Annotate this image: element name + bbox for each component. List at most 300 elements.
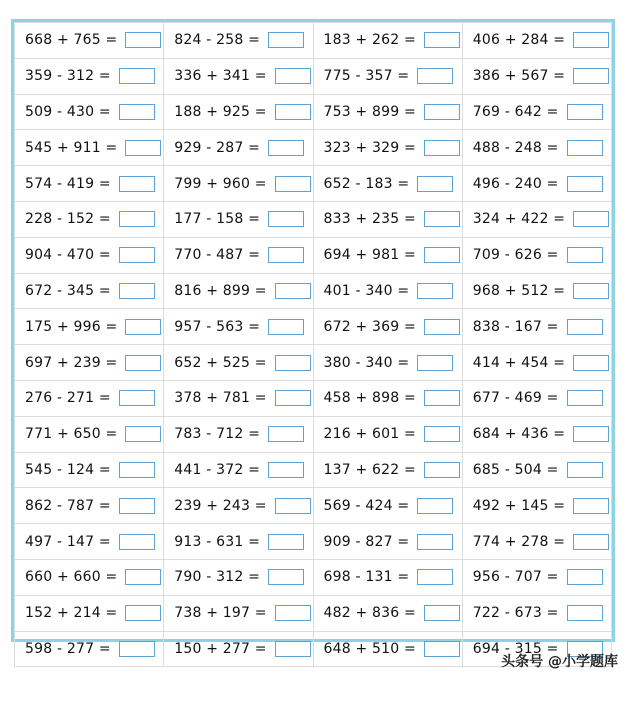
problem-cell xyxy=(164,130,313,166)
problem xyxy=(463,605,611,621)
worksheet-row xyxy=(15,488,612,524)
problem-expression: 652 + 525 = xyxy=(174,354,267,371)
problem xyxy=(314,211,462,227)
problem-cell xyxy=(313,94,462,130)
problem-cell xyxy=(15,201,164,237)
answer-box[interactable] xyxy=(268,569,304,585)
problem-expression: 324 + 422 = xyxy=(472,211,566,228)
problem-expression: 441 - 372 = xyxy=(174,461,261,478)
answer-box[interactable] xyxy=(417,569,453,585)
problem-expression: 738 + 197 = xyxy=(174,605,267,622)
problem-cell xyxy=(462,23,611,59)
problem-expression: 968 + 512 = xyxy=(472,282,566,299)
worksheet-table xyxy=(14,22,612,667)
problem-expression: 414 + 454 = xyxy=(472,354,566,371)
problem xyxy=(15,355,163,371)
answer-box[interactable] xyxy=(268,32,304,48)
problem-expression: 137 + 622 = xyxy=(323,461,416,478)
answer-box[interactable] xyxy=(119,534,155,550)
problem-cell xyxy=(15,94,164,130)
problem-expression: 771 + 650 = xyxy=(25,426,118,443)
problem-cell xyxy=(164,345,313,381)
problem-expression: 684 + 436 = xyxy=(472,426,566,443)
answer-box[interactable] xyxy=(567,462,603,478)
problem xyxy=(314,605,462,621)
problem xyxy=(463,140,611,156)
problem xyxy=(463,283,611,299)
answer-box[interactable] xyxy=(567,247,603,263)
answer-box[interactable] xyxy=(119,176,155,192)
answer-box[interactable] xyxy=(275,355,311,371)
problem xyxy=(314,641,462,657)
problem-expression: 913 - 631 = xyxy=(174,533,261,550)
answer-box[interactable] xyxy=(424,247,460,263)
problem xyxy=(15,247,163,263)
problem-cell xyxy=(313,237,462,273)
problem-cell xyxy=(15,559,164,595)
problem xyxy=(463,462,611,478)
problem-expression: 775 - 357 = xyxy=(323,68,410,85)
problem-expression: 672 + 369 = xyxy=(323,318,416,335)
problem xyxy=(164,569,312,585)
problem xyxy=(314,534,462,550)
problem-expression: 770 - 487 = xyxy=(174,247,261,264)
worksheet-row xyxy=(15,237,612,273)
problem xyxy=(164,390,312,406)
answer-box[interactable] xyxy=(417,283,453,299)
answer-box[interactable] xyxy=(567,104,603,120)
answer-box[interactable] xyxy=(573,355,609,371)
problem-expression: 492 + 145 = xyxy=(472,497,566,514)
problem-expression: 833 + 235 = xyxy=(323,211,416,228)
worksheet-row xyxy=(15,345,612,381)
problem-expression: 694 - 315 = xyxy=(472,640,559,657)
problem-expression: 598 - 277 = xyxy=(25,640,111,657)
problem-cell xyxy=(15,237,164,273)
worksheet-row xyxy=(15,524,612,560)
worksheet-row xyxy=(15,559,612,595)
answer-box[interactable] xyxy=(424,140,460,156)
problem-cell xyxy=(15,595,164,631)
problem-cell xyxy=(15,488,164,524)
problem xyxy=(463,426,611,442)
problem-cell xyxy=(164,452,313,488)
worksheet-row xyxy=(15,452,612,488)
problem xyxy=(164,319,312,335)
problem-cell xyxy=(462,58,611,94)
problem-cell xyxy=(313,631,462,667)
answer-box[interactable] xyxy=(573,68,609,84)
problem xyxy=(463,32,611,48)
problem xyxy=(314,390,462,406)
problem-expression: 569 - 424 = xyxy=(323,497,410,514)
problem-expression: 239 + 243 = xyxy=(174,497,267,514)
answer-box[interactable] xyxy=(275,498,311,514)
problem xyxy=(15,32,163,48)
answer-box[interactable] xyxy=(119,211,155,227)
problem-expression: 574 - 419 = xyxy=(25,175,111,192)
answer-box[interactable] xyxy=(424,32,460,48)
problem-cell xyxy=(313,524,462,560)
problem xyxy=(15,104,163,120)
problem-cell xyxy=(164,416,313,452)
worksheet-row xyxy=(15,94,612,130)
problem xyxy=(463,319,611,335)
answer-box[interactable] xyxy=(573,211,609,227)
problem-expression: 769 - 642 = xyxy=(472,103,559,120)
problem-cell xyxy=(462,166,611,202)
problem xyxy=(463,390,611,406)
problem-expression: 177 - 158 = xyxy=(174,211,261,228)
answer-box[interactable] xyxy=(268,140,304,156)
problem-cell xyxy=(164,94,313,130)
problem-expression: 497 - 147 = xyxy=(25,533,111,550)
problem-cell xyxy=(313,345,462,381)
problem-cell xyxy=(462,273,611,309)
problem-expression: 698 - 131 = xyxy=(323,569,410,586)
problem-expression: 188 + 925 = xyxy=(174,103,267,120)
problem xyxy=(314,104,462,120)
answer-box[interactable] xyxy=(424,319,460,335)
problem xyxy=(314,569,462,585)
problem xyxy=(164,247,312,263)
problem xyxy=(164,68,312,84)
problem xyxy=(314,355,462,371)
problem xyxy=(314,68,462,84)
problem-expression: 956 - 707 = xyxy=(472,569,559,586)
answer-box[interactable] xyxy=(573,534,609,550)
problem-expression: 904 - 470 = xyxy=(25,247,111,264)
answer-box[interactable] xyxy=(424,104,460,120)
problem-cell xyxy=(164,58,313,94)
problem-cell xyxy=(462,237,611,273)
problem-cell xyxy=(462,524,611,560)
problem-expression: 909 - 827 = xyxy=(323,533,410,550)
problem xyxy=(164,498,312,514)
problem xyxy=(15,140,163,156)
problem-expression: 799 + 960 = xyxy=(174,175,267,192)
problem xyxy=(15,390,163,406)
watermark: 头条号 @小学题库 xyxy=(501,654,618,670)
problem-cell xyxy=(313,166,462,202)
problem-expression: 722 - 673 = xyxy=(472,605,559,622)
worksheet-frame xyxy=(11,19,615,657)
worksheet-row xyxy=(15,58,612,94)
worksheet-row xyxy=(15,416,612,452)
problem-expression: 336 + 341 = xyxy=(174,68,267,85)
problem-cell xyxy=(15,166,164,202)
problem-cell xyxy=(313,130,462,166)
problem xyxy=(463,569,611,585)
problem-cell xyxy=(462,559,611,595)
answer-box[interactable] xyxy=(424,641,460,657)
worksheet-row xyxy=(15,201,612,237)
problem-expression: 753 + 899 = xyxy=(323,103,416,120)
answer-box[interactable] xyxy=(424,390,460,406)
problem-cell xyxy=(15,273,164,309)
problem xyxy=(314,319,462,335)
problem-expression: 216 + 601 = xyxy=(323,426,416,443)
problem-expression: 783 - 712 = xyxy=(174,426,261,443)
problem xyxy=(164,104,312,120)
answer-box[interactable] xyxy=(275,390,311,406)
problem xyxy=(314,283,462,299)
answer-box[interactable] xyxy=(417,176,453,192)
problem-cell xyxy=(164,23,313,59)
problem-cell xyxy=(164,380,313,416)
problem-cell xyxy=(15,631,164,667)
problem xyxy=(15,498,163,514)
problem-expression: 152 + 214 = xyxy=(25,605,118,622)
problem xyxy=(164,176,312,192)
problem xyxy=(314,247,462,263)
answer-box[interactable] xyxy=(417,498,453,514)
problem-cell xyxy=(164,201,313,237)
answer-box[interactable] xyxy=(567,569,603,585)
problem-cell xyxy=(15,345,164,381)
problem xyxy=(15,426,163,442)
problem-expression: 378 + 781 = xyxy=(174,390,267,407)
answer-box[interactable] xyxy=(268,426,304,442)
problem-cell xyxy=(462,452,611,488)
problem-expression: 545 - 124 = xyxy=(25,461,111,478)
problem xyxy=(463,211,611,227)
answer-box[interactable] xyxy=(567,176,603,192)
problem-expression: 660 + 660 = xyxy=(25,569,118,586)
problem-cell xyxy=(164,237,313,273)
problem xyxy=(164,605,312,621)
problem-expression: 276 - 271 = xyxy=(25,390,111,407)
problem xyxy=(164,534,312,550)
answer-box[interactable] xyxy=(417,355,453,371)
problem xyxy=(164,32,312,48)
answer-box[interactable] xyxy=(573,498,609,514)
problem xyxy=(314,32,462,48)
answer-box[interactable] xyxy=(424,426,460,442)
problem-expression: 957 - 563 = xyxy=(174,318,261,335)
problem-cell xyxy=(313,309,462,345)
answer-box[interactable] xyxy=(573,426,609,442)
problem-cell xyxy=(462,380,611,416)
problem-expression: 709 - 626 = xyxy=(472,247,559,264)
problem-cell xyxy=(462,488,611,524)
worksheet-row xyxy=(15,380,612,416)
problem-cell xyxy=(15,380,164,416)
problem-cell xyxy=(462,130,611,166)
answer-box[interactable] xyxy=(275,68,311,84)
problem-cell xyxy=(164,273,313,309)
problem-cell xyxy=(313,488,462,524)
answer-box[interactable] xyxy=(424,605,460,621)
problem-cell xyxy=(313,58,462,94)
answer-box[interactable] xyxy=(268,247,304,263)
problem-cell xyxy=(462,201,611,237)
problem-cell xyxy=(313,201,462,237)
problem-expression: 862 - 787 = xyxy=(25,497,111,514)
answer-box[interactable] xyxy=(125,569,161,585)
problem-expression: 359 - 312 = xyxy=(25,68,111,85)
problem-expression: 458 + 898 = xyxy=(323,390,416,407)
answer-box[interactable] xyxy=(417,534,453,550)
problem xyxy=(164,283,312,299)
problem-cell xyxy=(313,452,462,488)
problem xyxy=(164,426,312,442)
answer-box[interactable] xyxy=(125,355,161,371)
problem-expression: 685 - 504 = xyxy=(472,461,559,478)
answer-box[interactable] xyxy=(119,498,155,514)
problem-cell xyxy=(313,595,462,631)
problem-cell xyxy=(164,631,313,667)
problem-cell xyxy=(15,58,164,94)
problem xyxy=(15,534,163,550)
worksheet-grid xyxy=(15,23,612,667)
answer-box[interactable] xyxy=(573,283,609,299)
answer-box[interactable] xyxy=(119,641,155,657)
problem-expression: 150 + 277 = xyxy=(174,640,267,657)
problem xyxy=(164,462,312,478)
problem-cell xyxy=(15,416,164,452)
worksheet-row xyxy=(15,273,612,309)
problem-expression: 228 - 152 = xyxy=(25,211,111,228)
problem xyxy=(164,140,312,156)
problem-expression: 694 + 981 = xyxy=(323,247,416,264)
answer-box[interactable] xyxy=(125,605,161,621)
problem xyxy=(463,247,611,263)
problem xyxy=(15,68,163,84)
problem-cell xyxy=(313,380,462,416)
answer-box[interactable] xyxy=(119,104,155,120)
answer-box[interactable] xyxy=(567,319,603,335)
problem-expression: 929 - 287 = xyxy=(174,139,261,156)
problem-expression: 824 - 258 = xyxy=(174,32,261,49)
worksheet-row xyxy=(15,166,612,202)
problem-expression: 838 - 167 = xyxy=(472,318,559,335)
problem xyxy=(15,176,163,192)
answer-box[interactable] xyxy=(268,534,304,550)
problem-expression: 482 + 836 = xyxy=(323,605,416,622)
problem xyxy=(314,176,462,192)
answer-box[interactable] xyxy=(268,462,304,478)
problem xyxy=(463,104,611,120)
problem xyxy=(15,605,163,621)
problem xyxy=(463,355,611,371)
problem-cell xyxy=(462,416,611,452)
answer-box[interactable] xyxy=(567,390,603,406)
answer-box[interactable] xyxy=(567,605,603,621)
answer-box[interactable] xyxy=(424,211,460,227)
problem xyxy=(15,211,163,227)
problem xyxy=(463,498,611,514)
problem xyxy=(15,319,163,335)
answer-box[interactable] xyxy=(275,641,311,657)
answer-box[interactable] xyxy=(424,462,460,478)
problem-expression: 509 - 430 = xyxy=(25,103,111,120)
problem-cell xyxy=(164,488,313,524)
problem-cell xyxy=(164,559,313,595)
problem-expression: 175 + 996 = xyxy=(25,318,118,335)
answer-box[interactable] xyxy=(125,426,161,442)
problem-expression: 380 - 340 = xyxy=(323,354,410,371)
answer-box[interactable] xyxy=(573,32,609,48)
problem-expression: 652 - 183 = xyxy=(323,175,410,192)
problem-cell xyxy=(15,23,164,59)
problem-cell xyxy=(313,273,462,309)
answer-box[interactable] xyxy=(275,283,311,299)
problem xyxy=(463,176,611,192)
problem xyxy=(15,283,163,299)
problem-cell xyxy=(15,524,164,560)
problem xyxy=(164,355,312,371)
problem-expression: 386 + 567 = xyxy=(472,68,566,85)
problem xyxy=(15,462,163,478)
answer-box[interactable] xyxy=(417,68,453,84)
problem xyxy=(463,68,611,84)
worksheet-row xyxy=(15,595,612,631)
answer-box[interactable] xyxy=(268,319,304,335)
problem-expression: 668 + 765 = xyxy=(25,32,118,49)
problem-expression: 401 - 340 = xyxy=(323,282,410,299)
answer-box[interactable] xyxy=(119,390,155,406)
problem-expression: 672 - 345 = xyxy=(25,282,111,299)
answer-box[interactable] xyxy=(119,462,155,478)
problem-cell xyxy=(15,309,164,345)
answer-box[interactable] xyxy=(275,104,311,120)
problem-cell xyxy=(462,345,611,381)
worksheet-row xyxy=(15,309,612,345)
problem-cell xyxy=(15,452,164,488)
answer-box[interactable] xyxy=(119,68,155,84)
problem-cell xyxy=(15,130,164,166)
problem-cell xyxy=(313,559,462,595)
problem-expression: 677 - 469 = xyxy=(472,390,559,407)
problem-expression: 496 - 240 = xyxy=(472,175,559,192)
problem-cell xyxy=(462,94,611,130)
answer-box[interactable] xyxy=(275,176,311,192)
problem-expression: 406 + 284 = xyxy=(472,32,566,49)
answer-box[interactable] xyxy=(567,140,603,156)
problem-cell xyxy=(164,166,313,202)
problem xyxy=(164,211,312,227)
problem-expression: 774 + 278 = xyxy=(472,533,566,550)
problem-expression: 545 + 911 = xyxy=(25,139,118,156)
problem-cell xyxy=(462,309,611,345)
problem-cell xyxy=(164,524,313,560)
problem xyxy=(314,426,462,442)
answer-box[interactable] xyxy=(125,32,161,48)
problem-expression: 488 - 248 = xyxy=(472,139,559,156)
answer-box[interactable] xyxy=(268,211,304,227)
problem-expression: 183 + 262 = xyxy=(323,32,416,49)
problem-expression: 790 - 312 = xyxy=(174,569,261,586)
answer-box[interactable] xyxy=(119,283,155,299)
problem-cell xyxy=(164,309,313,345)
problem xyxy=(314,498,462,514)
problem-cell xyxy=(164,595,313,631)
problem xyxy=(15,641,163,657)
problem-cell xyxy=(313,23,462,59)
worksheet-row xyxy=(15,130,612,166)
problem-cell xyxy=(462,595,611,631)
answer-box[interactable] xyxy=(119,247,155,263)
answer-box[interactable] xyxy=(125,319,161,335)
problem-expression: 816 + 899 = xyxy=(174,282,267,299)
problem-expression: 648 + 510 = xyxy=(323,640,416,657)
answer-box[interactable] xyxy=(125,140,161,156)
problem xyxy=(314,140,462,156)
problem xyxy=(314,462,462,478)
answer-box[interactable] xyxy=(275,605,311,621)
problem-expression: 697 + 239 = xyxy=(25,354,118,371)
